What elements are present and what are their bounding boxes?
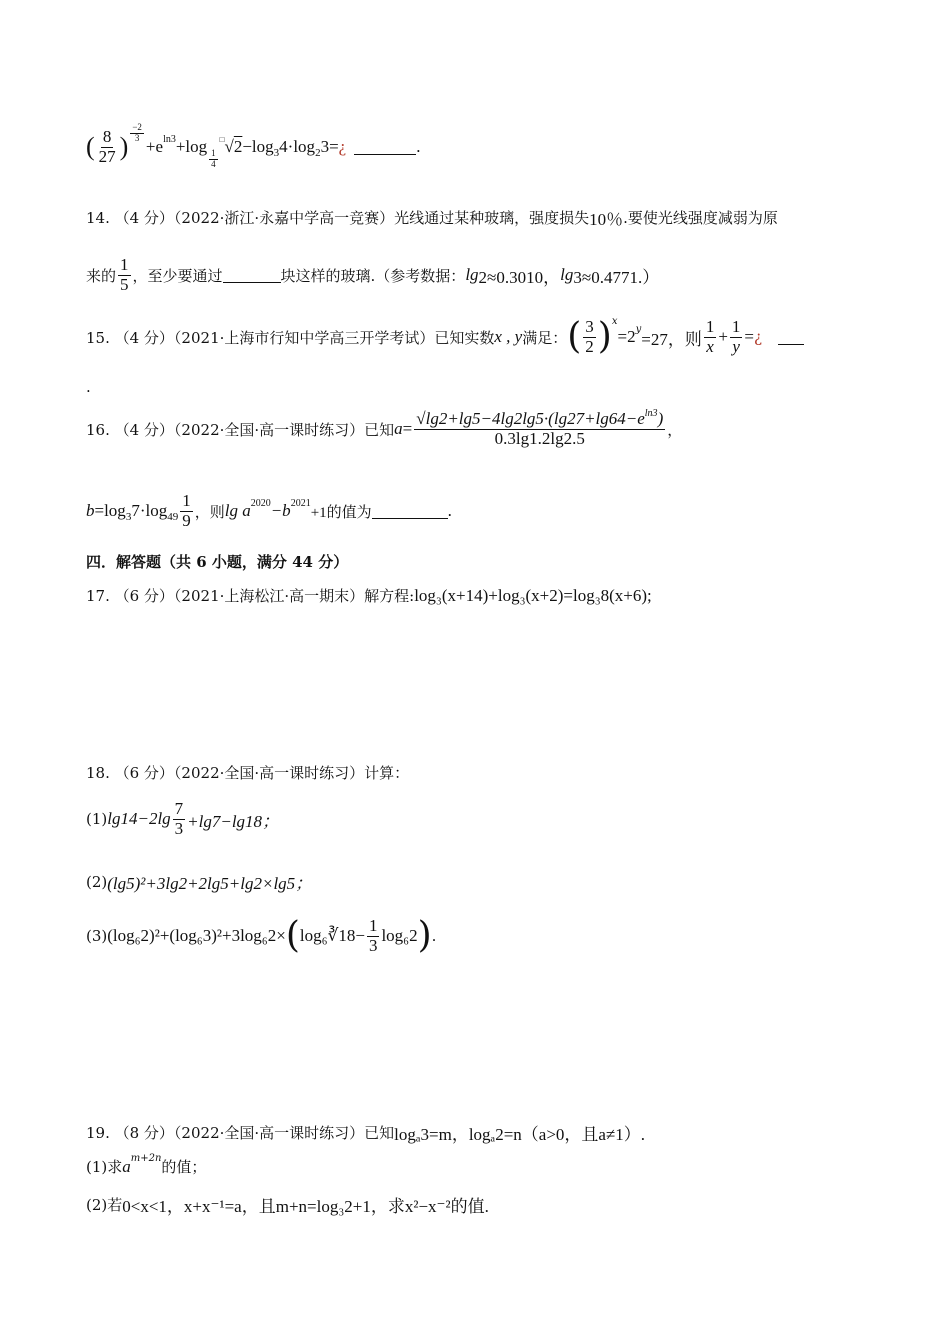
q13-fraction: $\frac{8}{27}$ xyxy=(98,127,116,166)
q18-part1: (1) lg14−2lg $\frac{7}{3}$ +lg7−lg18； xyxy=(86,799,280,838)
q16-header: 16. （4 分）（2022·全国·高一课时练习）已知 a = $\frac{√\lg 2+\lg 5-4\lg 2\lg 5\cdot(\lg 27+\lg 64-e^{ln3})}{0.3\lg 1.2\lg 2.5}$ ， xyxy=(86,408,683,448)
q14-header: 14. （4 分）（2022·浙江·永嘉中学高一竞赛）光线通过某种玻璃，强度损失 10％ .要使光线强度减弱为原 xyxy=(86,209,778,229)
q18-fraction: $\frac{7}{3}$ xyxy=(174,799,184,838)
q16-line2: b =log 3 7·log 49 $\frac{1}{9}$ ，则 lg a 2020 −b 2021 +1的值为 . xyxy=(86,491,452,530)
q19-part2: (2)若 0<x<1，x+x⁻¹=a，且m+n=log₃2+1，求x²−x⁻²的值. xyxy=(86,1196,489,1216)
q14-fraction: $\frac{1}{5}$ xyxy=(120,255,129,294)
q15-header: 15. （4 分）（2021·上海市行知中学高三开学考试）已知实数 x , y 满足： ( $\frac{3}{2}$ ) x =2 y =27，则 $\frac{1}{x}$ + $\frac{1}{y}$ = ¿ xyxy=(86,318,804,356)
q15-dot: . xyxy=(86,378,91,396)
q19-part1: (1)求 a m+2n 的值； xyxy=(86,1153,207,1176)
q13-unknown-glyph: ¿ xyxy=(338,137,347,157)
q16-big-fraction: $\frac{√\lg 2+\lg 5-4\lg 2\lg 5\cdot(\lg 27+\lg 64-e^{ln3})}{0.3\lg 1.2\lg 2.5}$ xyxy=(416,408,664,448)
q15-answer-blank xyxy=(778,330,804,345)
q13-expression: ( $\frac{8}{27}$ ) $\frac{-2}{3}$ +e ln3 +log $\frac{1}{4}$ □ √ 2 −log 3 4· log 2 3= ¿ . xyxy=(86,121,421,169)
q14-answer-blank xyxy=(223,268,281,283)
q19-header: 19. （8 分）（2022·全国·高一课时练习）已知 logₐ3=m，logₐ2=n（a>0，且a≠1）. xyxy=(86,1124,646,1144)
q13-log-base: $\frac{1}{4}$ xyxy=(211,147,216,169)
q14-line2: 来的 $\frac{1}{5}$ ，至少要通过 块这样的玻璃.（参考数据： lg 2≈0.3010， lg 3≈0.4771.） xyxy=(86,255,660,294)
section-heading: 四．解答题（共 6 小题，满分 44 分） xyxy=(86,553,349,571)
q18-part3: (3) (log₆2)²+(log₆3)²+3log₆2× ( log₆∛18− $\frac{1}{3}$ log₆2 ) . xyxy=(86,915,437,957)
q16-fraction: $\frac{1}{9}$ xyxy=(182,491,191,530)
q17: 17. （6 分）（2021·上海松江·高一期末）解方程: log₃(x+14)+log₃(x+2)=log₃8(x+6); xyxy=(86,585,652,605)
q18-part2: (2) (lg5)²+3lg2+2lg5+lg2×lg5； xyxy=(86,872,313,893)
q16-answer-blank xyxy=(372,504,448,519)
q15-frac-y: $\frac{1}{y}$ xyxy=(731,317,741,356)
q13-answer-blank xyxy=(354,140,416,155)
q15-frac-x: $\frac{1}{x}$ xyxy=(705,317,715,356)
q13-exponent: $\frac{-2}{3}$ xyxy=(132,121,142,143)
q18-p3-fraction: $\frac{1}{3}$ xyxy=(368,916,378,955)
q15-unknown-glyph: ¿ xyxy=(754,328,763,347)
q18-header: 18. （6 分）（2022·全国·高一课时练习）计算： xyxy=(86,764,410,782)
q15-fraction: $\frac{3}{2}$ xyxy=(585,317,594,356)
